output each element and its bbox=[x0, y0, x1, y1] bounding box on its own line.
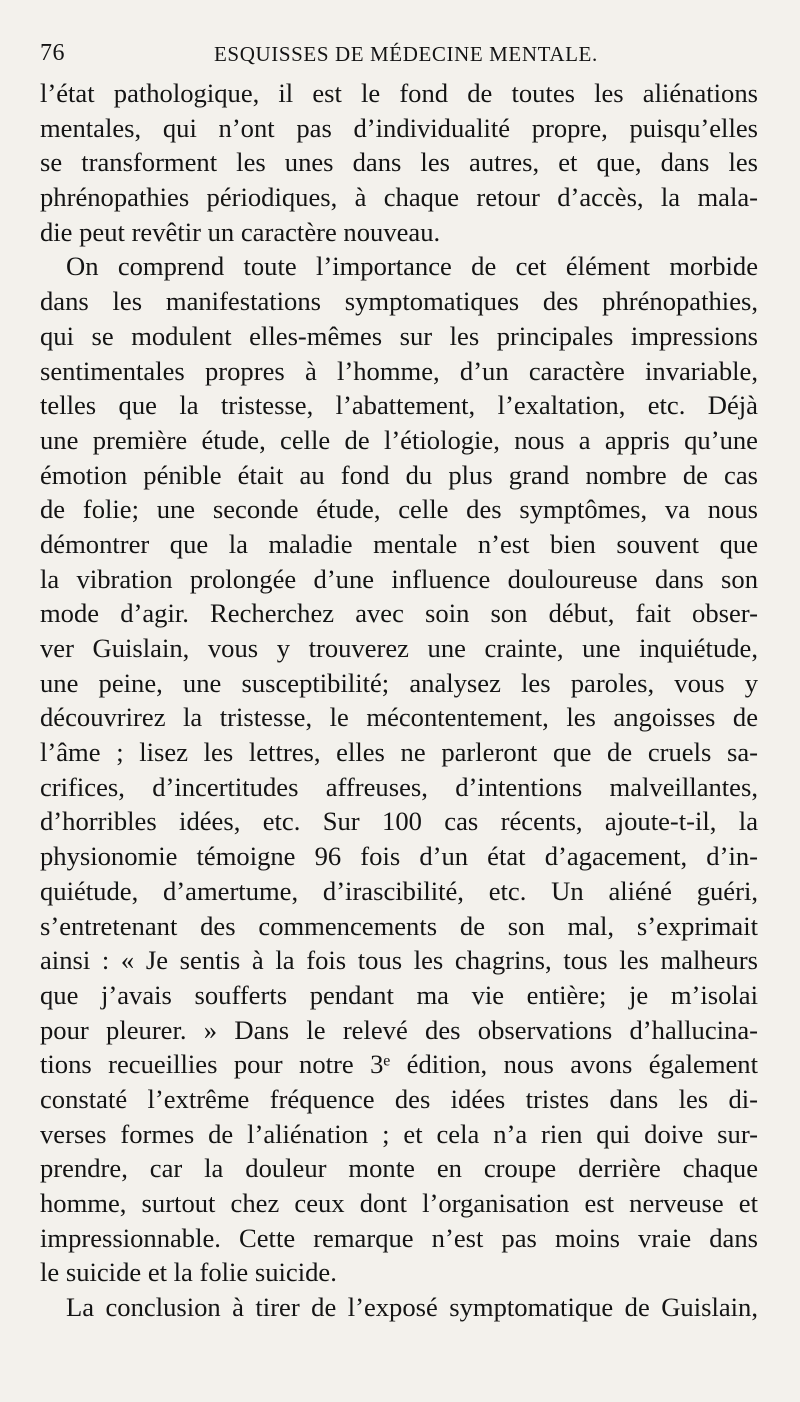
text-line: telles que la tristesse, l’abattement, l’exaltation, etc. Déjà bbox=[40, 390, 758, 421]
text-line: s’entretenant des commencements de son mal, s’exprimait bbox=[40, 910, 758, 941]
text-line: quiétude, d’amertume, d’irascibilité, etc. Un aliéné guéri, bbox=[40, 875, 758, 906]
text-line: die peut revêtir un caractère nouveau. bbox=[40, 216, 441, 247]
text-line: démontrer que la maladie mentale n’est bien souvent que bbox=[40, 528, 758, 559]
text-line: La conclusion à tirer de l’exposé symptomatique de Guislain, bbox=[66, 1292, 758, 1323]
text-line: dans les manifestations symptomatiques des phrénopathies, bbox=[40, 286, 758, 317]
running-head bbox=[40, 40, 760, 72]
text-line: On comprend toute l’importance de cet élément morbide bbox=[66, 251, 758, 282]
text-line: tions recueillies pour notre 3ᵉ édition, nous avons également bbox=[40, 1049, 758, 1080]
text-line: découvrirez la tristesse, le mécontentement, les angoisses de bbox=[40, 702, 758, 733]
text-line: l’état pathologique, il est le fond de toutes les aliénations bbox=[40, 78, 758, 108]
text-line: homme, surtout chez ceux dont l’organisation est nerveuse et bbox=[40, 1188, 758, 1218]
text-line: mentales, qui n’ont pas d’individualité propre, puisqu’elles bbox=[40, 112, 758, 143]
text-line: crifices, d’incertitudes affreuses, d’intentions malveillantes, bbox=[40, 771, 758, 802]
text-line: ver Guislain, vous y trouverez une crainte, une inquiétude, bbox=[40, 633, 758, 663]
text-line: qui se modulent elles-mêmes sur les principales impressions bbox=[40, 320, 758, 351]
text-line: l’âme ; lisez les lettres, elles ne parleront que de cruels sa- bbox=[40, 737, 758, 768]
text-line: verses formes de l’aliénation ; et cela n’a rien qui doive sur- bbox=[40, 1118, 758, 1149]
text-line: émotion pénible était au fond du plus grand nombre de cas bbox=[40, 459, 758, 490]
text-line: que j’avais soufferts pendant ma vie entière; je m’isolai bbox=[40, 979, 758, 1010]
text-line: phrénopathies périodiques, à chaque retour d’accès, la mala- bbox=[40, 182, 758, 213]
text-line: la vibration prolongée d’une influence douloureuse dans son bbox=[40, 563, 758, 594]
text-line: d’horribles idées, etc. Sur 100 cas récents, ajoute-t-il, la bbox=[40, 806, 758, 837]
text-line: de folie; une seconde étude, celle des symptômes, va nous bbox=[40, 494, 758, 525]
text-line: une première étude, celle de l’étiologie, nous a appris qu’une bbox=[40, 424, 758, 455]
text-line: impressionnable. Cette remarque n’est pas moins vraie dans bbox=[40, 1222, 758, 1253]
running-title: ESQUISSES DE MÉDECINE MENTALE. bbox=[214, 42, 598, 66]
text-line: une peine, une susceptibilité; analysez les paroles, vous y bbox=[40, 667, 758, 698]
text-line: se transforment les unes dans les autres, et que, dans les bbox=[40, 147, 758, 178]
text-line: physionomie témoigne 96 fois d’un état d’agacement, d’in- bbox=[40, 841, 758, 872]
text-line: pour pleurer. » Dans le relevé des observations d’hallucina- bbox=[40, 1014, 758, 1045]
text-line: constaté l’extrême fréquence des idées tristes dans les di- bbox=[40, 1083, 758, 1114]
body-text bbox=[40, 76, 758, 1325]
text-line: mode d’agir. Recherchez avec soin son début, fait obser- bbox=[40, 598, 758, 629]
text-line: le suicide et la folie suicide. bbox=[40, 1257, 337, 1288]
text-line: ainsi : « Je sentis à la fois tous les chagrins, tous les malheurs bbox=[40, 945, 758, 976]
text-line: prendre, car la douleur monte en croupe derrière chaque bbox=[40, 1153, 758, 1184]
text-line: sentimentales propres à l’homme, d’un caractère invariable, bbox=[40, 355, 758, 386]
page-number: 76 bbox=[40, 40, 65, 66]
